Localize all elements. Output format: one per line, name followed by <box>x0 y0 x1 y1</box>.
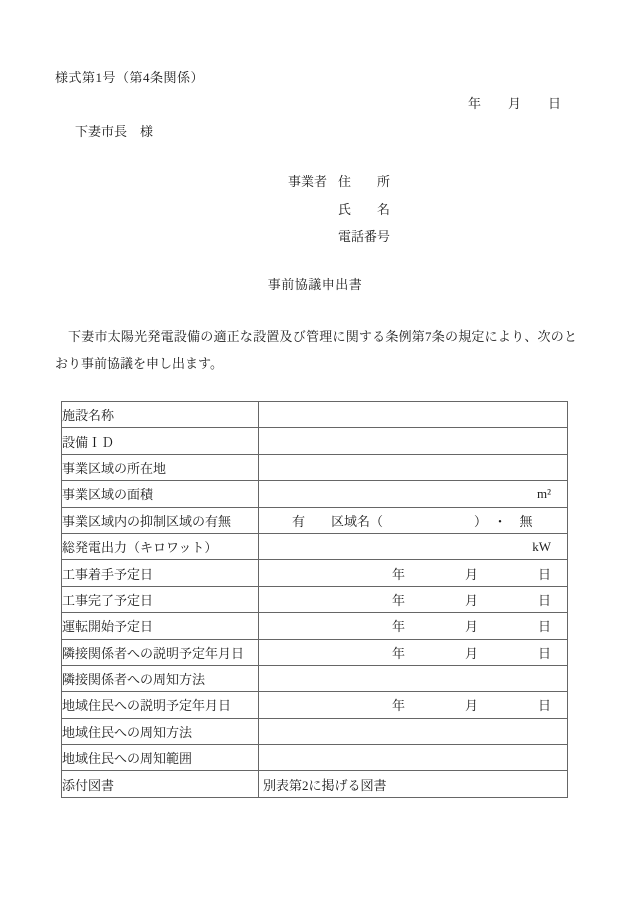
construction-start-field <box>259 560 568 586</box>
day-label: 日 <box>537 645 551 661</box>
applicant-name-label: 氏 名 <box>338 201 391 217</box>
table-row-total-output <box>62 533 568 559</box>
row-label: 添付図書 <box>62 771 259 797</box>
day-label: 日 <box>537 619 551 635</box>
applicant-block <box>288 168 390 251</box>
table-row-site-location <box>62 454 568 480</box>
addressee: 下妻市長 様 <box>75 124 154 139</box>
row-label: 事業区域の面積 <box>62 481 259 507</box>
residents-explanation-date-field <box>259 692 568 718</box>
date-month-label: 月 <box>507 96 521 111</box>
document-title: 事前協議申出書 <box>267 277 363 292</box>
row-label: 工事完了予定日 <box>62 586 259 612</box>
adjacent-notification-method-field <box>259 665 568 691</box>
facility-name-field <box>259 402 568 428</box>
date-fields <box>259 643 567 662</box>
row-label: 隣接関係者への周知方法 <box>62 665 259 691</box>
year-label: 年 <box>391 645 405 661</box>
row-label: 運転開始予定日 <box>62 613 259 639</box>
attached-documents-value: 別表第2に掲げる図書 <box>263 777 387 793</box>
total-output-field <box>259 533 568 559</box>
application-table <box>61 401 568 798</box>
year-label: 年 <box>391 592 405 608</box>
day-label: 日 <box>537 698 551 714</box>
date-fields <box>259 616 567 635</box>
day-label: 日 <box>537 592 551 608</box>
table-row-attached-documents <box>62 771 568 797</box>
month-label: 月 <box>464 698 478 714</box>
row-label: 地域住民への説明予定年月日 <box>62 692 259 718</box>
row-label: 隣接関係者への説明予定年月日 <box>62 639 259 665</box>
row-label: 工事着手予定日 <box>62 560 259 586</box>
day-label: 日 <box>537 566 551 582</box>
table-row-residents-notification-method <box>62 718 568 744</box>
applicant-role-label: 事業者 <box>288 174 328 189</box>
table-row-facility-name <box>62 402 568 428</box>
form-number: 様式第1号（第4条関係） <box>55 70 205 85</box>
date-fields <box>259 590 567 609</box>
date-year-label: 年 <box>467 96 481 111</box>
restricted-zone-field <box>259 507 568 533</box>
table-row-operation-start <box>62 613 568 639</box>
table-row-adjacent-explanation-date <box>62 639 568 665</box>
month-label: 月 <box>464 566 478 582</box>
month-label: 月 <box>464 645 478 661</box>
equipment-id-field <box>259 428 568 454</box>
site-area-field <box>259 481 568 507</box>
applicant-name-line <box>288 196 390 224</box>
row-label: 総発電出力（キロワット） <box>62 533 259 559</box>
attached-documents-field <box>259 771 568 797</box>
unit-label: m² <box>536 485 551 501</box>
table-row-residents-notification-range <box>62 745 568 771</box>
applicant-phone-line <box>288 223 390 251</box>
row-label: 地域住民への周知範囲 <box>62 745 259 771</box>
options-text: 有 区域名（ ） ・ 無 <box>292 513 533 529</box>
year-label: 年 <box>391 619 405 635</box>
table-row-equipment-id <box>62 428 568 454</box>
table-row-restricted-zone <box>62 507 568 533</box>
table-row-construction-end <box>62 586 568 612</box>
year-label: 年 <box>391 566 405 582</box>
year-label: 年 <box>391 698 405 714</box>
body-paragraph: 下妻市太陽光発電設備の適正な設置及び管理に関する条例第7条の規定により、次のとおり事前協議を申し出ます。 <box>55 329 577 372</box>
residents-notification-method-field <box>259 718 568 744</box>
unit-label: kW <box>532 538 551 554</box>
date-line <box>0 93 630 112</box>
table-row-site-area <box>62 481 568 507</box>
row-label: 設備ＩＤ <box>62 428 259 454</box>
row-label: 施設名称 <box>62 402 259 428</box>
date-fields <box>259 695 567 714</box>
date-day-label: 日 <box>547 96 561 111</box>
applicant-address-label: 住 所 <box>338 174 391 189</box>
row-label: 地域住民への周知方法 <box>62 718 259 744</box>
month-label: 月 <box>464 619 478 635</box>
month-label: 月 <box>464 592 478 608</box>
applicant-address-line <box>288 168 390 196</box>
residents-notification-range-field <box>259 745 568 771</box>
row-label: 事業区域内の抑制区域の有無 <box>62 507 259 533</box>
row-label: 事業区域の所在地 <box>62 454 259 480</box>
operation-start-field <box>259 613 568 639</box>
table-row-residents-explanation-date <box>62 692 568 718</box>
table-row-construction-start <box>62 560 568 586</box>
site-location-field <box>259 454 568 480</box>
adjacent-explanation-date-field <box>259 639 568 665</box>
date-fields <box>259 564 567 583</box>
applicant-phone-label: 電話番号 <box>338 229 391 244</box>
table-row-adjacent-notification-method <box>62 665 568 691</box>
construction-end-field <box>259 586 568 612</box>
